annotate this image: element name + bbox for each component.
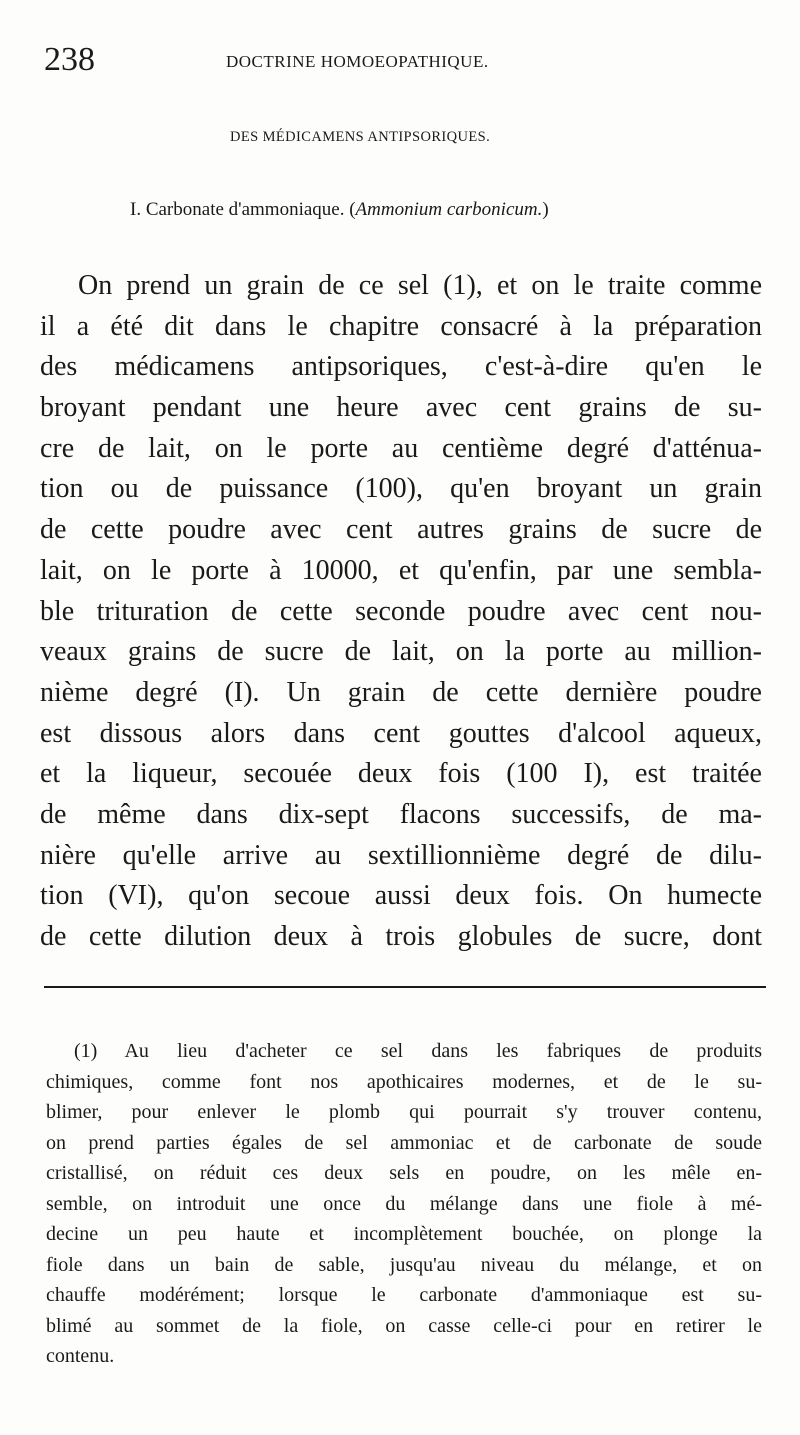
section-title: DES MÉDICAMENS ANTIPSORIQUES. (230, 129, 491, 145)
footnote-line: chauffe modérément; lorsque le carbonate d'ammoniaque est su- (46, 1284, 762, 1306)
body-line: tion ou de puissance (100), qu'en broyant un grain (40, 473, 762, 505)
body-line: et la liqueur, secouée deux fois (100 I), est traitée (40, 758, 762, 790)
body-line: des médicamens antipsoriques, c'est-à-dire qu'en le (40, 351, 762, 383)
body-line: nième degré (I). Un grain de cette dernière poudre (40, 676, 762, 708)
body-line: On prend un grain de ce sel (1), et on le traite comme (78, 270, 762, 301)
footnote-line: on prend parties égales de sel ammoniac et de carbonate de soude (46, 1131, 762, 1154)
running-title: DOCTRINE HOMOEOPATHIQUE. (226, 52, 489, 71)
footnote-line: chimiques, comme font nos apothicaires modernes, et de le su- (46, 1070, 762, 1093)
subheading (130, 197, 549, 223)
footnote-line: cristallisé, on réduit ces deux sels en poudre, on les mêle en- (46, 1162, 762, 1184)
subheading-close: ) (542, 199, 549, 220)
footnote-line: decine un peu haute et incomplètement bouchée, on plonge la (46, 1223, 762, 1245)
footnote-line: fiole dans un bain de sable, jusqu'au niveau du mélange, et on (46, 1253, 762, 1276)
subheading-label: I. Carbonate d'ammoniaque. ( (130, 199, 356, 220)
body-line: cre de lait, on le porte au centième degré d'atténua- (40, 432, 762, 464)
body-line: lait, on le porte à 10000, et qu'enfin, par une sembla- (40, 554, 762, 586)
body-line: nière qu'elle arrive au sextillionnième degré de dilu- (40, 839, 762, 871)
footnote-rule (44, 986, 766, 988)
body-line: veaux grains de sucre de lait, on la porte au million- (40, 636, 762, 668)
body-line: de même dans dix-sept flacons successifs, de ma- (40, 798, 762, 830)
subheading-latin-name: Ammonium carbonicum. (355, 199, 543, 220)
page-number: 238 (44, 41, 95, 78)
body-line: de cette dilution deux à trois globules de sucre, dont (40, 921, 762, 952)
body-line: tion (VI), qu'on secoue aussi deux fois. On humecte (40, 880, 762, 912)
footnote-line: blimé au sommet de la fiole, on casse celle-ci pour en retirer le (46, 1314, 762, 1337)
body-line: de cette poudre avec cent autres grains de sucre de (40, 514, 762, 546)
main-text (40, 266, 762, 958)
footnote-line: semble, on introduit une once du mélange dans une fiole à mé- (46, 1192, 762, 1215)
footnote-line: (1) Au lieu d'acheter ce sel dans les fabriques de produits (74, 1040, 762, 1062)
footnote (46, 1036, 762, 1372)
body-line: est dissous alors dans cent gouttes d'alcool aqueux, (40, 717, 762, 749)
body-line: il a été dit dans le chapitre consacré à la préparation (40, 310, 762, 342)
body-line: broyant pendant une heure avec cent grains de su- (40, 392, 762, 424)
running-head (44, 40, 764, 84)
footnote-line: contenu. (46, 1345, 115, 1367)
footnote-line: blimer, pour enlever le plomb qui pourrait s'y trouver contenu, (46, 1101, 762, 1123)
body-line: ble trituration de cette seconde poudre avec cent nou- (40, 595, 762, 627)
